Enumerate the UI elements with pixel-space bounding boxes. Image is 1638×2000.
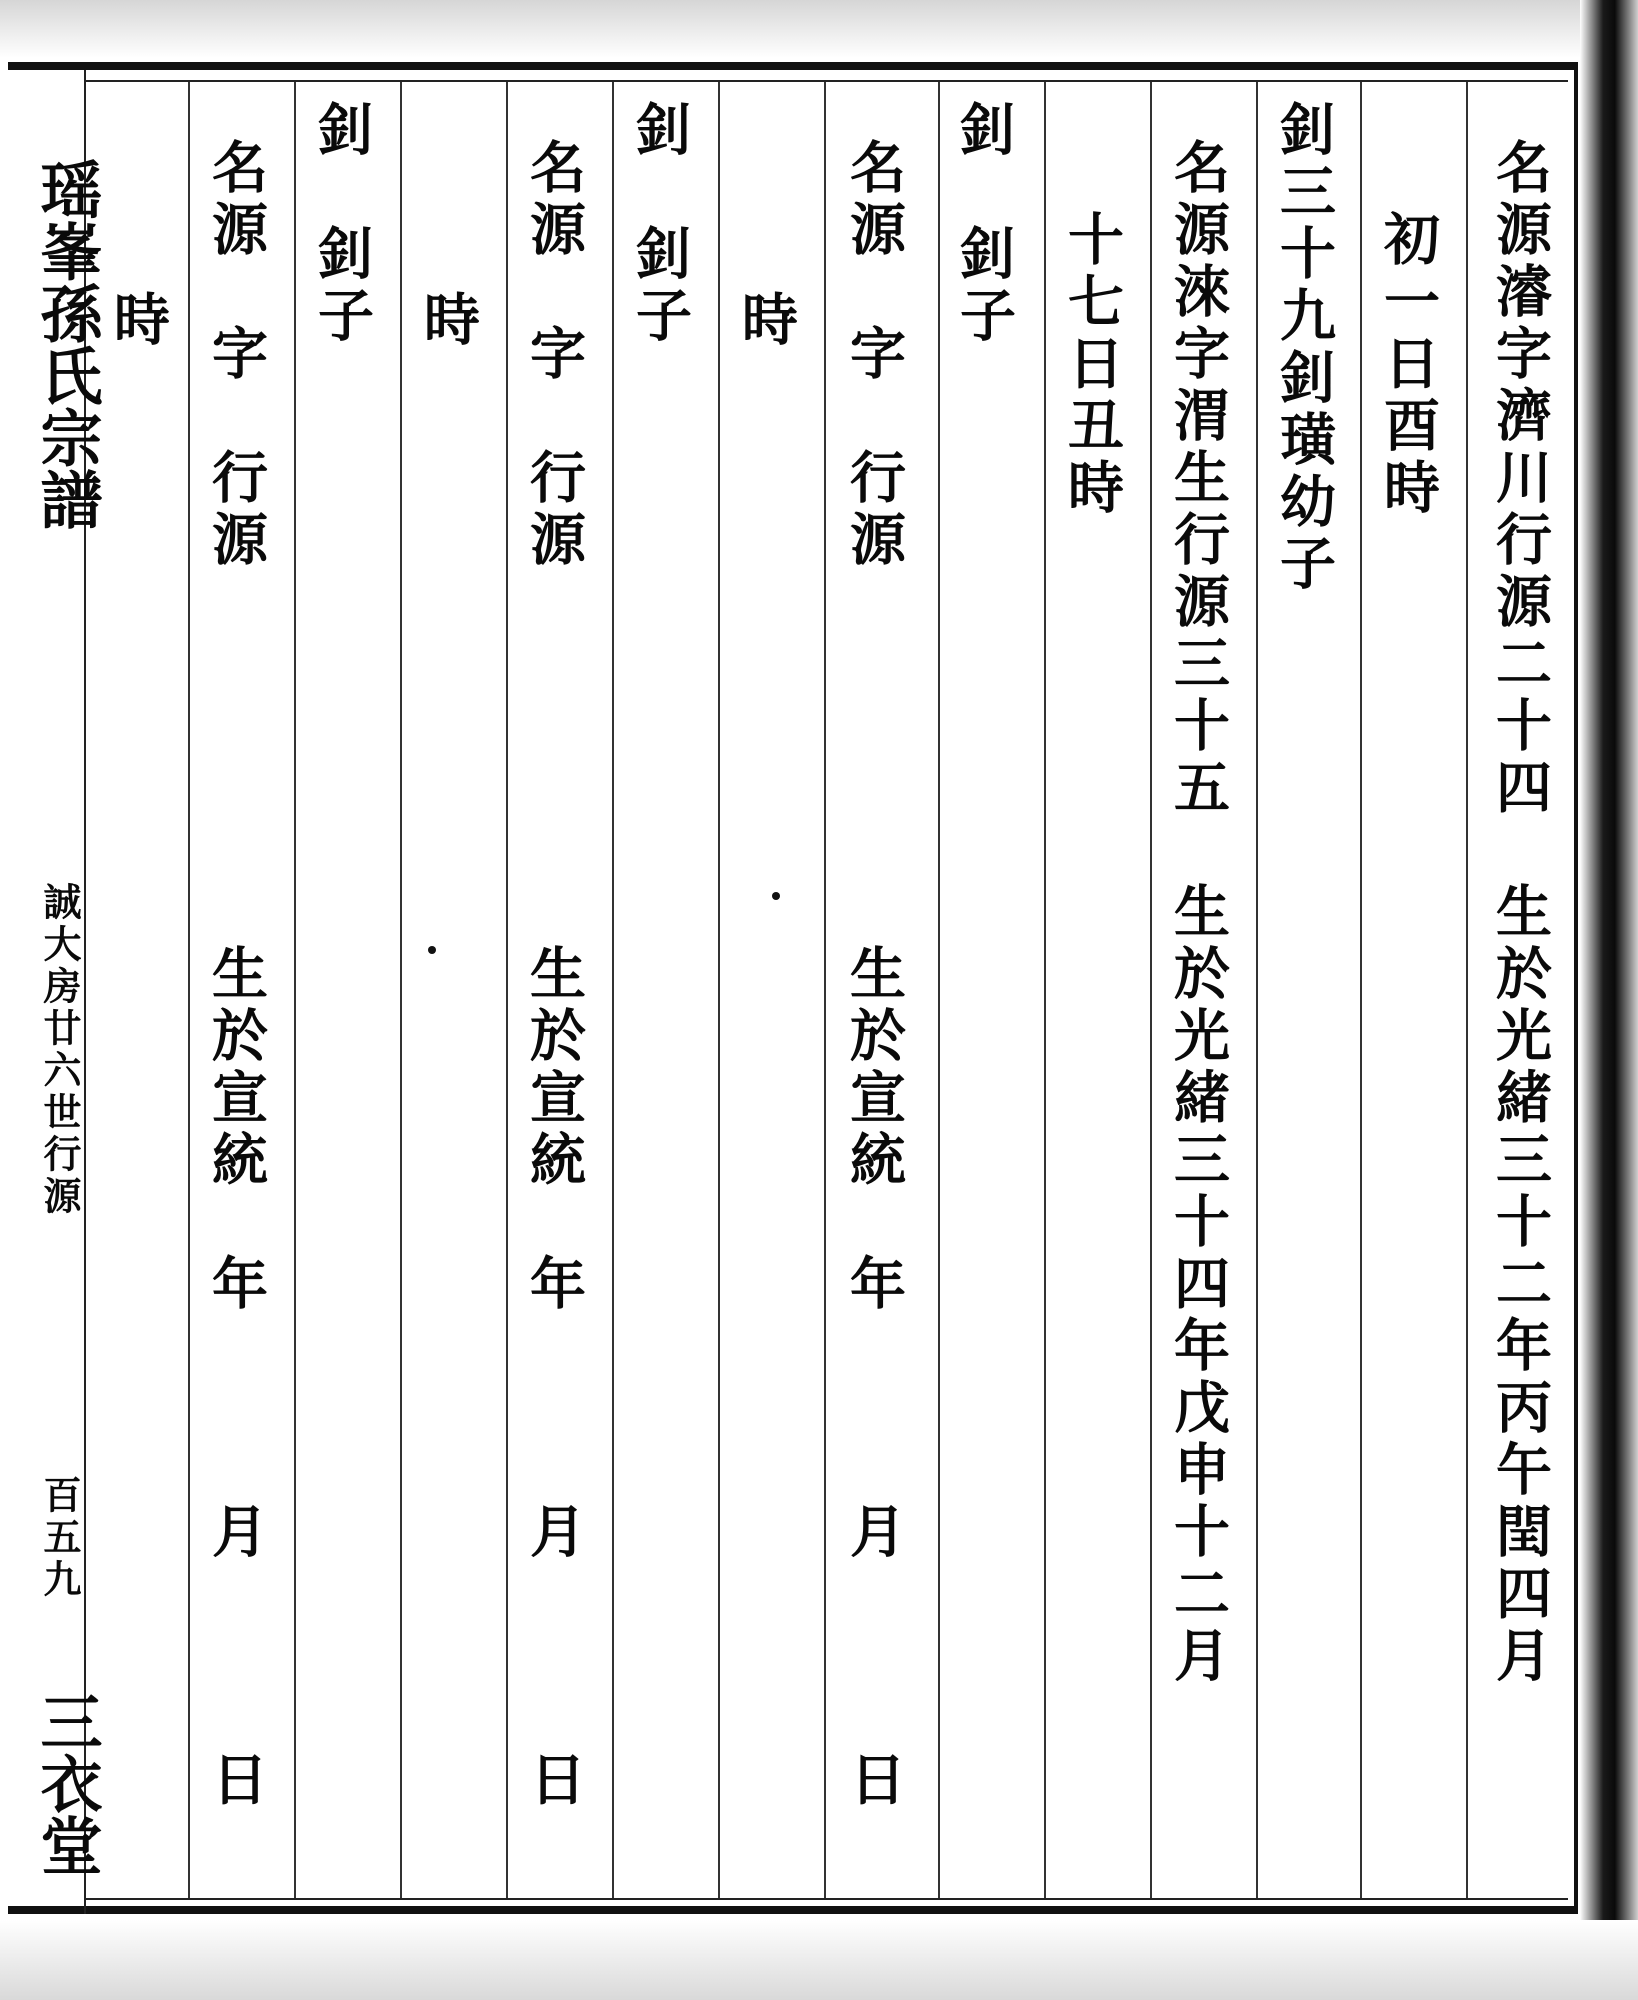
entry-line: 時 (105, 290, 171, 352)
entry-line: 初一日酉時 (1375, 210, 1441, 520)
entry-line: 名源 字 行源 生於宣統 年 月 日 (203, 138, 269, 1812)
column-rule (612, 82, 614, 1898)
column-rule (718, 82, 720, 1898)
column-rule (824, 82, 826, 1898)
genealogy-title: 瑶峯孫氏宗譜 (30, 158, 103, 530)
section-label: 誠大房廿六世行源 (37, 882, 82, 1218)
column-rule (1360, 82, 1362, 1898)
text-frame (84, 80, 1568, 1900)
entry-line: 釗 釗子 (309, 100, 375, 348)
entry-line: 名源 字 行源 生於宣統 年 月 日 (841, 138, 907, 1812)
entry-line: 釗三十九釗璜幼子 (1271, 100, 1337, 596)
column-rule (188, 82, 190, 1898)
column-rule (1466, 82, 1468, 1898)
scan-edge-bottom (0, 1920, 1638, 2000)
entry-line: 名源淶字渭生行源三十五 生於光緒三十四年戊申十二月 (1165, 138, 1231, 1688)
ink-speck (772, 892, 780, 900)
ink-speck (428, 946, 436, 954)
column-rule (400, 82, 402, 1898)
entry-line: 時 (733, 290, 799, 352)
column-rule (1044, 82, 1046, 1898)
scan-edge-right (1580, 0, 1638, 2000)
entry-line: 釗 釗子 (627, 100, 693, 348)
entry-line: 十七日丑時 (1059, 210, 1125, 520)
entry-line: 釗 釗子 (951, 100, 1017, 348)
column-rule (1256, 82, 1258, 1898)
column-rule (506, 82, 508, 1898)
column-rule (1150, 82, 1152, 1898)
entry-line: 名源 字 行源 生於宣統 年 月 日 (521, 138, 587, 1812)
entry-line: 時 (415, 290, 481, 352)
scan-edge-top (0, 0, 1638, 58)
page-number: 百五九 (37, 1475, 82, 1601)
column-rule (938, 82, 940, 1898)
entry-line: 名源濬字濟川行源二十四 生於光緒三十二年丙午閏四月 (1487, 138, 1553, 1688)
hall-name: 三衣堂 (30, 1690, 103, 1876)
spine-margin (8, 70, 103, 1914)
column-rule (294, 82, 296, 1898)
